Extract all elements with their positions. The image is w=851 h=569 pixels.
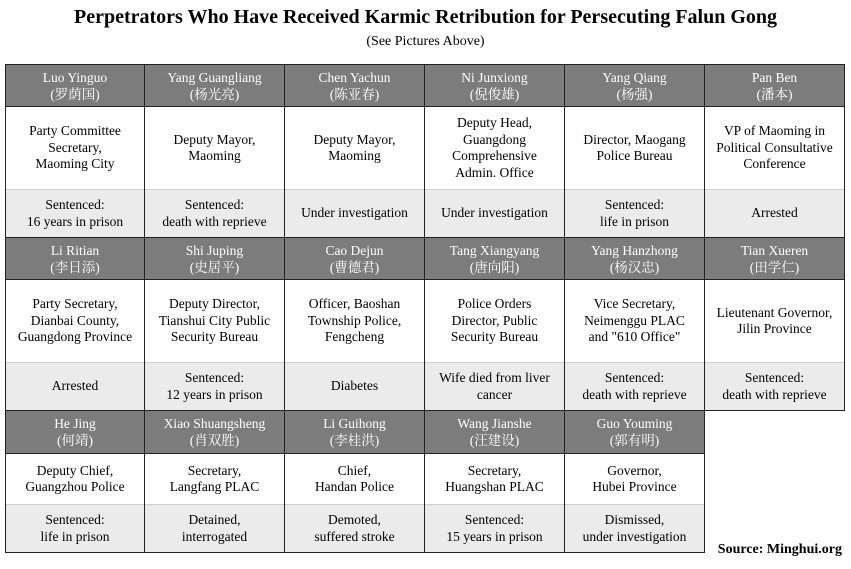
person-chinese-name: (潘本) bbox=[756, 86, 793, 102]
person-chinese-name: (汪建设) bbox=[469, 433, 520, 448]
person-card bbox=[705, 238, 845, 411]
person-chinese-name: (罗荫国) bbox=[50, 86, 100, 102]
person-card bbox=[5, 238, 145, 411]
person-chinese-name: (史居平) bbox=[189, 259, 240, 275]
person-chinese-name: (李日添) bbox=[50, 259, 100, 275]
person-position: Director, Maogang Police Bureau bbox=[565, 107, 704, 189]
person-card bbox=[425, 64, 565, 238]
person-name: He Jing bbox=[54, 416, 96, 431]
person-position: Deputy Director, Tianshui City Public Security Bureau bbox=[145, 280, 284, 362]
person-card bbox=[285, 411, 425, 553]
person-status: Sentenced: death with reprieve bbox=[705, 362, 844, 410]
person-chinese-name: (倪俊雄) bbox=[469, 86, 520, 102]
person-status: Detained, interrogated bbox=[145, 504, 284, 552]
person-chinese-name: (唐向阳) bbox=[469, 259, 520, 275]
person-status: Sentenced: death with reprieve bbox=[145, 189, 284, 237]
person-status: Diabetes bbox=[285, 362, 424, 410]
person-name: Yang Guangliang bbox=[167, 69, 262, 85]
person-header bbox=[285, 411, 424, 454]
person-name: Tian Xueren bbox=[740, 242, 809, 258]
person-position: Party Committee Secretary, Maoming City bbox=[6, 107, 144, 189]
person-chinese-name: (杨光亮) bbox=[189, 86, 240, 102]
person-name: Xiao Shuangsheng bbox=[163, 416, 266, 431]
person-name: Yang Qiang bbox=[602, 69, 667, 85]
person-position: Deputy Mayor, Maoming bbox=[285, 107, 424, 189]
person-header bbox=[705, 238, 844, 280]
person-card bbox=[425, 238, 565, 411]
person-chinese-name: (李桂洪) bbox=[329, 433, 380, 448]
person-status: Under investigation bbox=[425, 189, 564, 237]
person-header bbox=[425, 65, 564, 107]
person-header bbox=[6, 65, 144, 107]
person-status: Sentenced: 15 years in prison bbox=[425, 504, 564, 552]
person-card bbox=[5, 411, 145, 553]
person-name: Shi Juping bbox=[185, 242, 244, 258]
person-card bbox=[565, 238, 705, 411]
empty-cell bbox=[705, 411, 845, 553]
person-chinese-name: (田学仁) bbox=[749, 259, 800, 275]
person-position: VP of Maoming in Political Consultative Conference bbox=[705, 107, 844, 189]
person-name: Chen Yachun bbox=[318, 69, 391, 85]
perpetrators-table bbox=[5, 64, 850, 553]
person-header bbox=[6, 411, 144, 454]
person-status: Under investigation bbox=[285, 189, 424, 237]
person-name: Guo Youming bbox=[596, 416, 673, 431]
person-status: Dismissed, under investigation bbox=[565, 504, 704, 552]
person-chinese-name: (郭有明) bbox=[609, 433, 660, 448]
person-header bbox=[285, 65, 424, 107]
person-position: Vice Secretary, Neimenggu PLAC and "610 Office" bbox=[565, 280, 704, 362]
person-name: Pan Ben bbox=[751, 69, 798, 85]
person-header bbox=[6, 238, 144, 280]
person-card bbox=[145, 64, 285, 238]
person-header bbox=[285, 238, 424, 280]
person-card bbox=[705, 64, 845, 238]
person-status: Sentenced: life in prison bbox=[6, 504, 144, 552]
person-position: Secretary, Langfang PLAC bbox=[145, 454, 284, 504]
person-header bbox=[425, 238, 564, 280]
person-status: Sentenced: death with reprieve bbox=[565, 362, 704, 410]
person-position: Police Orders Director, Public Security Bureau bbox=[425, 280, 564, 362]
person-position: Deputy Chief, Guangzhou Police bbox=[6, 454, 144, 504]
table-row bbox=[5, 64, 850, 238]
person-card bbox=[5, 64, 145, 238]
person-card bbox=[145, 238, 285, 411]
person-chinese-name: (肖双胜) bbox=[189, 433, 240, 448]
person-position: Secretary, Huangshan PLAC bbox=[425, 454, 564, 504]
person-chinese-name: (曹德君) bbox=[329, 259, 380, 275]
person-header bbox=[565, 238, 704, 280]
person-status: Demoted, suffered stroke bbox=[285, 504, 424, 552]
person-status: Sentenced: 12 years in prison bbox=[145, 362, 284, 410]
person-name: Ni Junxiong bbox=[461, 69, 528, 85]
person-position: Officer, Baoshan Township Police, Fengcheng bbox=[285, 280, 424, 362]
person-chinese-name: (陈亚春) bbox=[329, 86, 380, 102]
table-row bbox=[5, 238, 850, 411]
table-row bbox=[5, 411, 850, 553]
person-position: Governor, Hubei Province bbox=[565, 454, 704, 504]
person-status: Sentenced: life in prison bbox=[565, 189, 704, 237]
person-header bbox=[145, 65, 284, 107]
person-card bbox=[425, 411, 565, 553]
person-chinese-name: (何靖) bbox=[57, 433, 93, 448]
person-position: Deputy Mayor, Maoming bbox=[145, 107, 284, 189]
person-header bbox=[565, 65, 704, 107]
person-position: Chief, Handan Police bbox=[285, 454, 424, 504]
person-status: Arrested bbox=[6, 362, 144, 410]
person-name: Li Guihong bbox=[323, 416, 386, 431]
person-header bbox=[145, 238, 284, 280]
person-name: Yang Hanzhong bbox=[591, 242, 678, 258]
page-subtitle: (See Pictures Above) bbox=[366, 34, 485, 49]
person-status: Wife died from liver cancer bbox=[425, 362, 564, 410]
person-header bbox=[425, 411, 564, 454]
person-position: Party Secretary, Dianbai County, Guangdong Province bbox=[6, 280, 144, 362]
person-header bbox=[565, 411, 704, 454]
person-position: Deputy Head, Guangdong Comprehensive Admin. Office bbox=[425, 107, 564, 189]
person-header bbox=[145, 411, 284, 454]
person-name: Luo Yinguo bbox=[42, 69, 108, 85]
person-position: Lieutenant Governor, Jilin Province bbox=[705, 280, 844, 362]
person-chinese-name: (杨强) bbox=[616, 86, 653, 102]
person-card bbox=[285, 238, 425, 411]
person-name: Li Ritian bbox=[50, 242, 100, 258]
person-chinese-name: (杨汉忠) bbox=[609, 259, 660, 275]
person-header bbox=[705, 65, 844, 107]
person-status: Arrested bbox=[705, 189, 844, 237]
person-card bbox=[285, 64, 425, 238]
person-status: Sentenced: 16 years in prison bbox=[6, 189, 144, 237]
person-card bbox=[145, 411, 285, 553]
source-credit: Source: Minghui.org bbox=[717, 542, 842, 557]
person-card bbox=[565, 411, 705, 553]
person-name: Tang Xiangyang bbox=[449, 242, 540, 258]
person-name: Wang Jianshe bbox=[457, 416, 532, 431]
person-card bbox=[565, 64, 705, 238]
person-name: Cao Dejun bbox=[325, 242, 384, 258]
page-title: Perpetrators Who Have Received Karmic Retribution for Persecuting Falun Gong bbox=[73, 6, 778, 28]
